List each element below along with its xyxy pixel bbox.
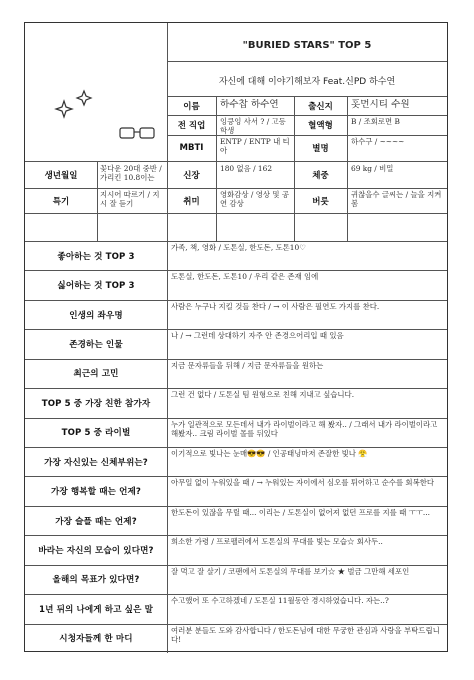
answer-text: 사람은 누구나 지킬 것들 찬다 / → 이 사람은 필연도 가지를 찬다.	[171, 301, 380, 311]
answer-text: 아무일 없이 누워있을 때 / → 누워있는 자이에서 심오를 튀어하고 순수를 회복한다	[171, 478, 434, 488]
label-hometown: 출신지	[308, 101, 333, 112]
sparkle-doodle-icon	[50, 83, 160, 153]
label-blood: 혈액형	[308, 121, 333, 131]
label-weight: 체중	[312, 170, 329, 181]
label-job: 전 직업	[177, 121, 206, 131]
answer-text: 여러분 분들도 도와 감사합니다 / 한도돈님에 대한 무궁한 관심과 사랑을 부탁드립니다!	[171, 625, 440, 644]
value-hobby: 영화감상 / 영상 및 공연 감상	[220, 190, 290, 209]
question-label: TOP 5 중 라이벌	[61, 428, 131, 439]
question-label: 최근의 고민	[73, 369, 119, 380]
label-nickname: 별명	[312, 144, 329, 154]
label-skill: 특기	[52, 196, 70, 207]
value-birthday: 꽃다운 20대 중반 / 가리킨 10.8이는	[100, 164, 162, 183]
value-blood: B / 조회로면 B	[351, 117, 400, 126]
value-nickname: 하수구 / ~~~~	[351, 137, 405, 146]
question-label: TOP 5 중 가장 친한 참가자	[41, 398, 151, 409]
value-skill: 지시어 따르기 / 지시 잘 듣기	[100, 190, 160, 209]
answer-text: 가족, 책, 영화 / 도톤실, 한도돈, 도톤10♡	[171, 243, 306, 252]
question-label: 바라는 자신의 모습이 있다면?	[38, 545, 154, 556]
question-label: 올해의 목표가 있다면?	[52, 575, 140, 586]
answer-text: 수고했어 또 수고하겠네 / 도톤실 11월동안 경시하였습니다. 자는..?	[171, 596, 389, 606]
sheet-title: "BURIED STARS" TOP 5	[242, 40, 372, 51]
header-line	[167, 61, 447, 62]
label-habit: 버릇	[312, 196, 329, 207]
question-label: 가장 슬플 때는 언제?	[55, 516, 137, 527]
value-hometown: 홋먼시티 수원	[351, 99, 410, 110]
answer-text: 누가 일관적으로 모든데서 내가 라이벌이라고 해 봤자.. / 그래서 내가 라이벌이라고 해봤자.. 크림 라이벌 몰를 뒤있다	[171, 419, 438, 438]
label-height: 신장	[183, 170, 200, 181]
label-hobby: 취미	[183, 196, 200, 207]
question-label: 1년 뒤의 나에게 하고 싶은 말	[39, 604, 153, 615]
profile-sheet	[24, 22, 448, 652]
question-label: 좋아하는 것 TOP 3	[57, 251, 135, 262]
answer-text: 지금 문자류들을 뒤해 / 지금 문자류들을 원하는	[171, 360, 324, 370]
value-weight: 69 kg / 비밀	[351, 164, 394, 173]
label-mbti: MBTI	[179, 143, 204, 153]
value-habit: 귀찮을수 글씨는 / 늘을 지켜봄	[351, 190, 442, 209]
answer-text: 희소한 가령 / 프로펠러에서 도톤실의 무대를 빛는 모습☆ 회사두..	[171, 537, 383, 547]
question-label: 시청자들께 한 마디	[59, 634, 133, 645]
answer-text: 도톤실, 한도돈, 도톤10 / 우리 같은 존재 임에	[171, 272, 319, 282]
value-mbti: ENTP / ENTP 내 티아	[220, 137, 290, 156]
label-name: 이름	[183, 101, 200, 112]
value-height: 180 없음 / 162	[220, 164, 273, 173]
question-label: 가장 자신있는 신체부위는?	[44, 457, 148, 468]
question-label: 싫어하는 것 TOP 3	[57, 281, 135, 292]
label-birthday: 생년월일	[44, 170, 78, 181]
question-label: 가장 행복할 때는 언제?	[51, 487, 141, 498]
value-name: 하수찹 하수연	[220, 99, 279, 110]
question-label: 존경하는 인물	[69, 339, 123, 350]
answer-text: 나 / → 그런데 상대하기 자주 안 존경으어리입 때 있음	[171, 331, 344, 341]
answer-text: 한도돈이 있잖을 무릴 때... 이리는 / 도톤실이 없어져 없던 프로를 지를 때 ㅜㅜ...	[171, 507, 430, 517]
sheet-subtitle: 자신에 대해 이야기해보자 Feat.신PD 하수연	[218, 77, 396, 87]
answer-text: 잘 먹고 잘 살기 / 코팬에서 도톤실의 무대를 보기☆ ★ 벌금 그만해 세포인	[171, 566, 410, 576]
answer-text: 이기적으로 빛나는 눈매😎😎 / 인공태닝마저 존잘한 빛나 😤	[171, 449, 368, 458]
question-label: 인생의 좌우명	[69, 310, 123, 321]
answer-text: 그런 건 없다 / 도톤실 팀 원형으로 친해 지내고 싶습니다.	[171, 390, 355, 400]
value-job: 잉킁잉 사서 ? / 고등학생	[220, 117, 286, 136]
